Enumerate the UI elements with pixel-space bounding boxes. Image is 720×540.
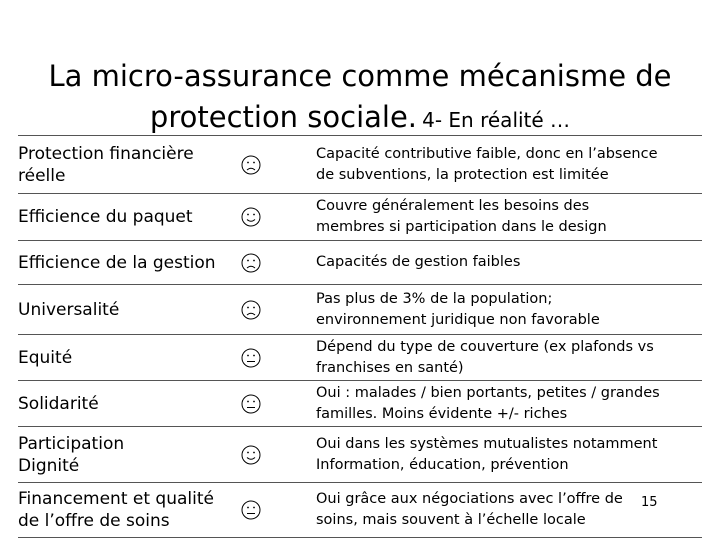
assessment-description-line: Capacités de gestion faibles	[316, 254, 521, 270]
frown-face-icon	[241, 155, 261, 175]
table-row	[18, 241, 702, 285]
assessment-description-line: Oui dans les systèmes mutualistes notamment	[316, 435, 658, 452]
criterion-label	[18, 285, 231, 335]
assessment-description-line: environnement juridique non favorable	[316, 311, 600, 328]
assessment-description	[316, 194, 702, 241]
neutral-face-icon	[241, 394, 261, 414]
assessment-icon-cell	[231, 136, 316, 194]
criterion-label-line: Protection financière	[18, 143, 194, 164]
assessment-table	[18, 135, 702, 538]
assessment-description	[316, 381, 702, 427]
assessment-description-line: familles. Moins évidente +/- riches	[316, 405, 568, 422]
assessment-description-line: Oui grâce aux négociations avec l’offre de	[316, 491, 623, 507]
assessment-description	[316, 136, 702, 194]
assessment-icon-cell	[231, 427, 316, 483]
assessment-description-line: franchises en santé)	[316, 359, 464, 376]
slide-title	[20, 58, 700, 140]
criterion-label-line: de l’offre de soins	[18, 511, 170, 531]
assessment-description	[316, 483, 702, 538]
criterion-label-line: Dignité	[18, 455, 80, 476]
assessment-description	[316, 335, 702, 381]
table-row	[18, 427, 702, 483]
smile-face-icon	[241, 445, 261, 465]
criterion-label	[18, 136, 231, 194]
assessment-description	[316, 427, 702, 483]
table-row	[18, 285, 702, 335]
frown-face-icon	[241, 253, 261, 273]
table-row	[18, 136, 702, 194]
criterion-label	[18, 381, 231, 427]
table-row	[18, 335, 702, 381]
assessment-icon-cell	[231, 335, 316, 381]
criterion-label	[18, 335, 231, 381]
table-row	[18, 194, 702, 241]
assessment-description-line: Information, éducation, prévention	[316, 456, 569, 473]
table-row	[18, 483, 702, 538]
assessment-icon-cell	[231, 194, 316, 241]
criterion-label	[18, 194, 231, 241]
criterion-label-line: Financement et qualité	[18, 489, 214, 509]
assessment-icon-cell	[231, 241, 316, 285]
assessment-description-line: Oui : malades / bien portants, petites / grandes	[316, 384, 660, 401]
title-subtitle: 4- En réalité …	[422, 108, 571, 132]
neutral-face-icon	[241, 348, 261, 368]
criterion-label-line: Efficience de la gestion	[18, 252, 216, 273]
criterion-label-line: Participation	[18, 433, 125, 454]
criterion-label	[18, 427, 231, 483]
assessment-description-line: Dépend du type de couverture (ex plafonds vs	[316, 338, 654, 355]
smile-face-icon	[241, 207, 261, 227]
assessment-icon-cell	[231, 483, 316, 538]
assessment-description-line: membres si participation dans le design	[316, 219, 607, 235]
assessment-description-line: soins, mais souvent à l’échelle locale	[316, 512, 586, 528]
criterion-label-line: Equité	[18, 347, 73, 368]
criterion-label	[18, 483, 231, 538]
page-number: 15	[641, 495, 658, 510]
assessment-icon-cell	[231, 285, 316, 335]
criterion-label-line: Universalité	[18, 299, 120, 320]
criterion-label-line: Solidarité	[18, 393, 99, 414]
assessment-description-line: Couvre généralement les besoins des	[316, 198, 590, 214]
frown-face-icon	[241, 300, 261, 320]
assessment-description-line: Capacité contributive faible, donc en l’absence	[316, 145, 658, 162]
assessment-icon-cell	[231, 381, 316, 427]
assessment-description	[316, 241, 702, 285]
title-main: La micro-assurance comme mécanisme de protection sociale.	[48, 59, 672, 134]
assessment-description-line: de subventions, la protection est limitée	[316, 166, 609, 183]
assessment-description	[316, 285, 702, 335]
neutral-face-icon	[241, 500, 261, 520]
criterion-label-line: Efficience du paquet	[18, 207, 193, 227]
criterion-label	[18, 241, 231, 285]
assessment-description-line: Pas plus de 3% de la population;	[316, 290, 553, 307]
table-row	[18, 381, 702, 427]
criterion-label-line: réelle	[18, 165, 66, 186]
